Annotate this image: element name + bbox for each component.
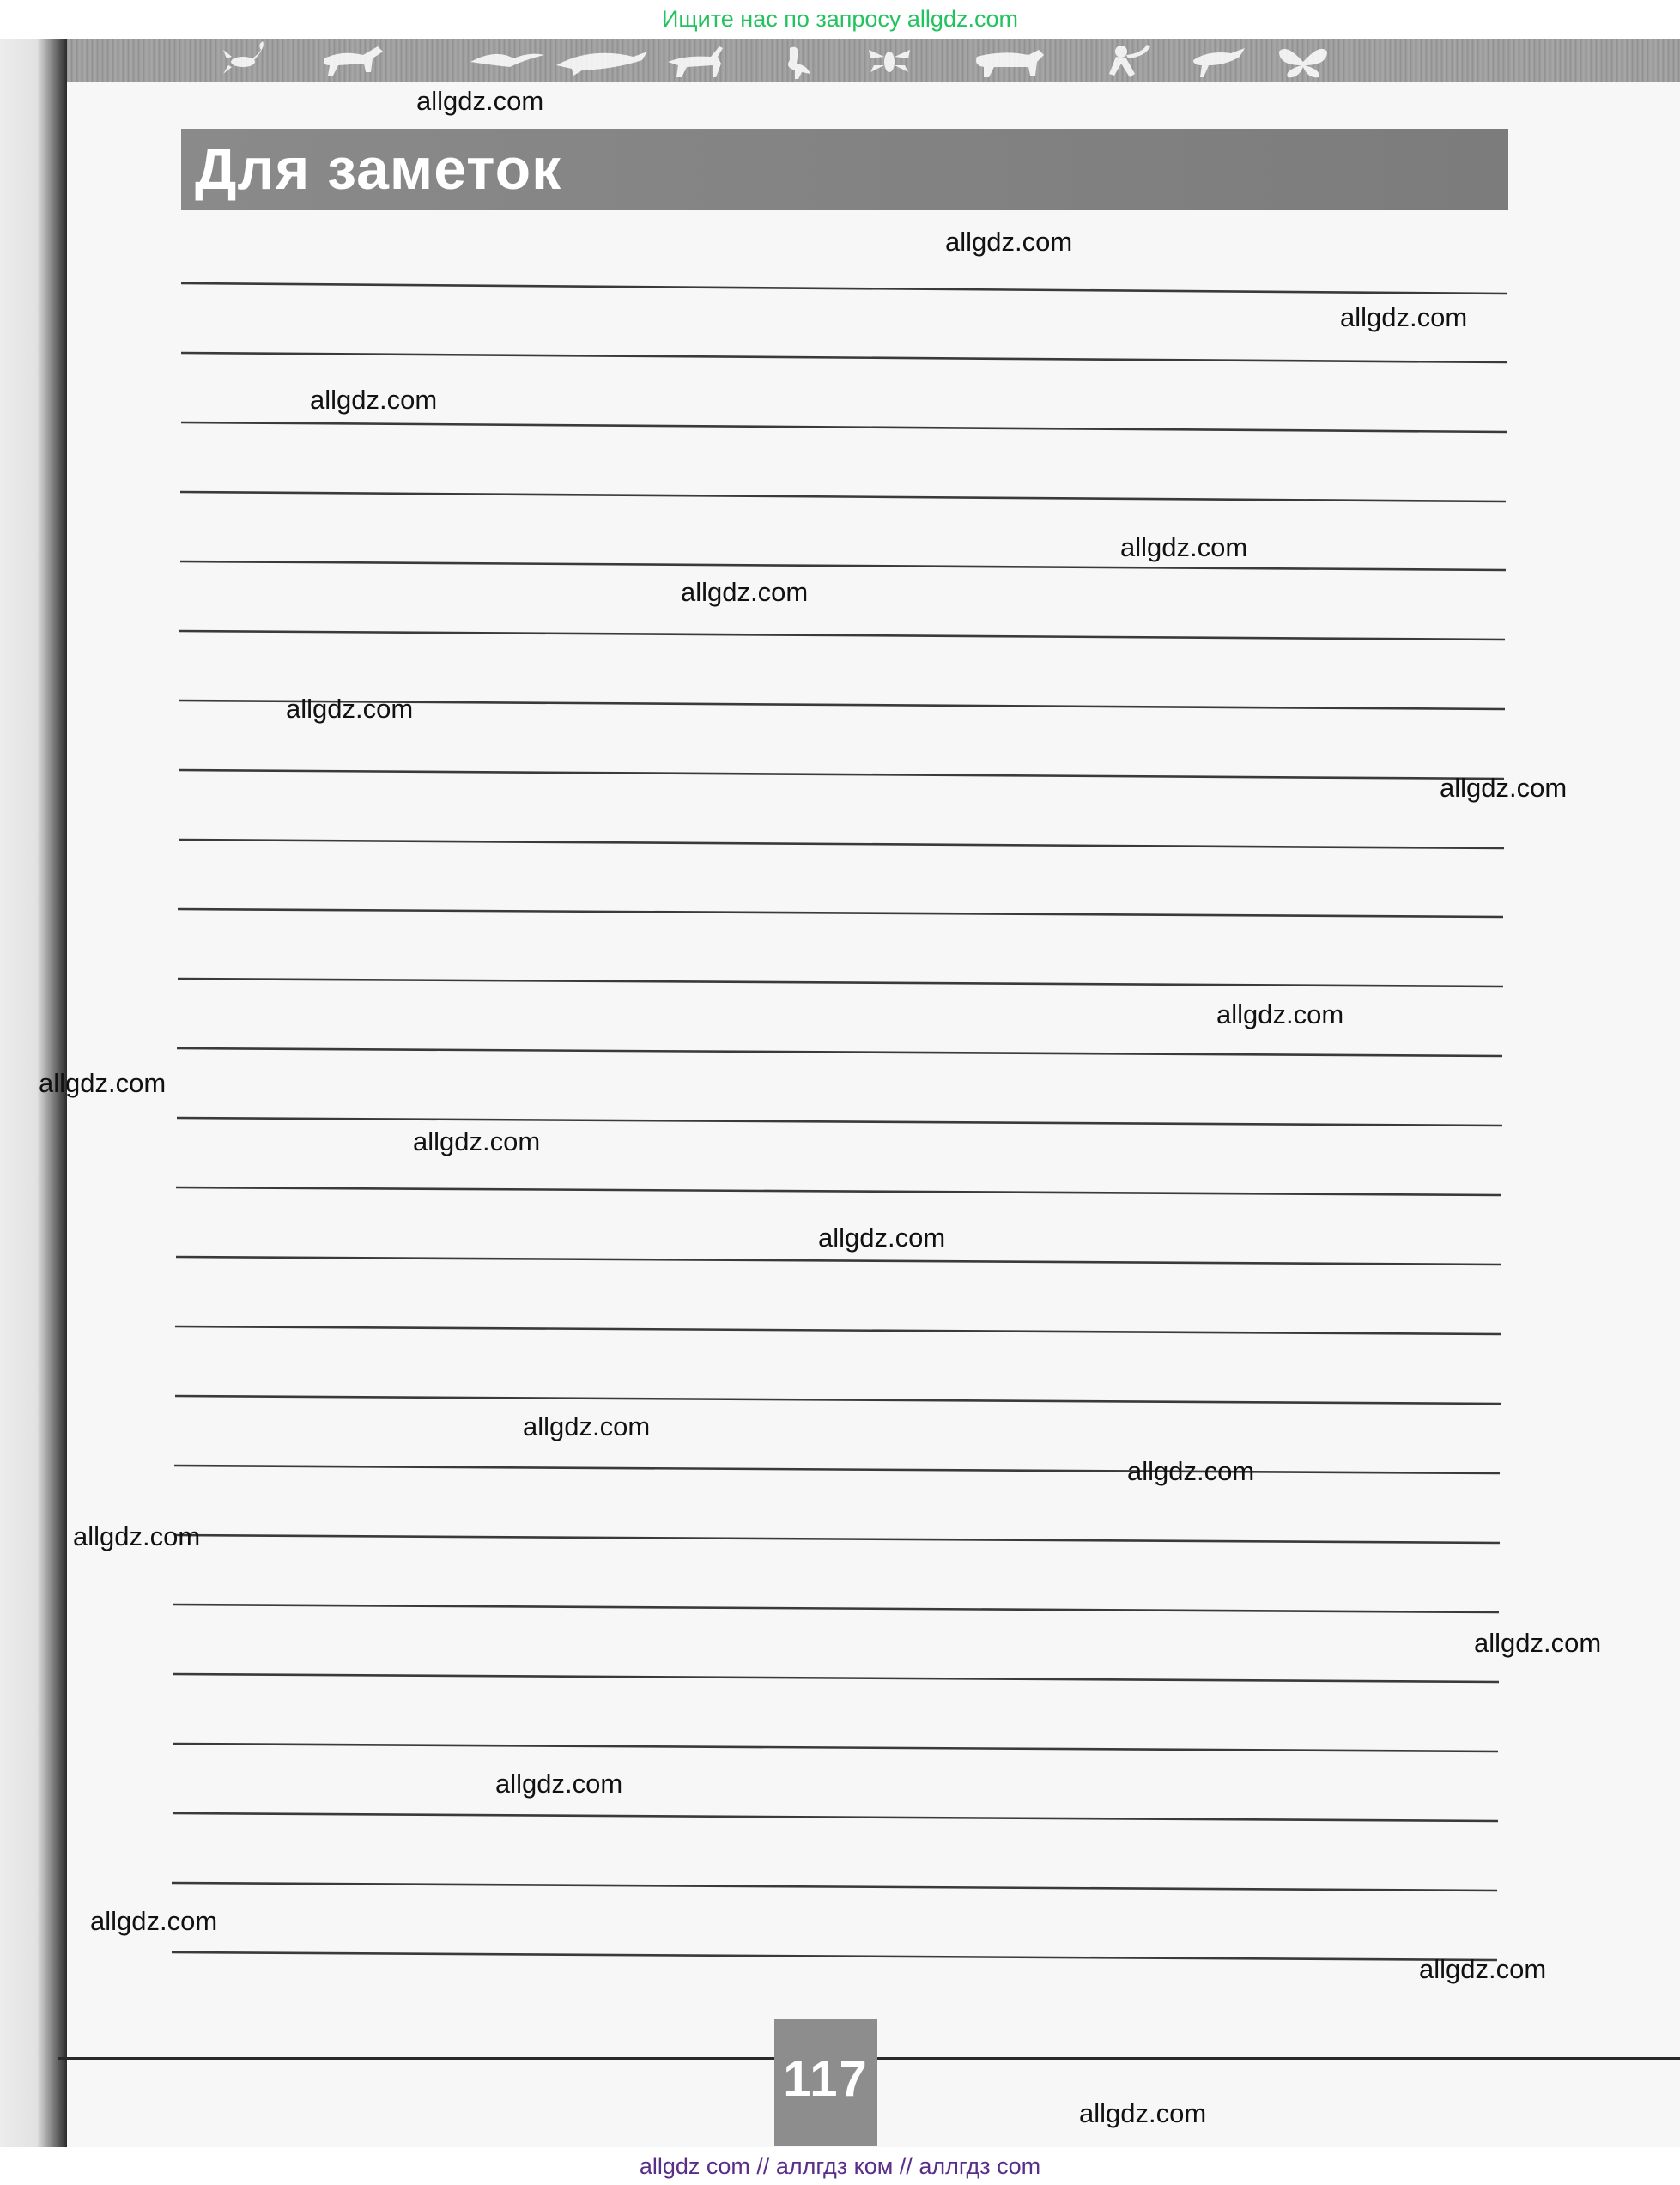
ruled-line	[179, 770, 1504, 779]
ruled-line	[176, 1257, 1501, 1265]
watermark: allgdz.com	[681, 577, 809, 607]
page-title: Для заметок	[195, 137, 562, 202]
watermark: allgdz.com	[310, 385, 438, 415]
ruled-line	[179, 631, 1505, 640]
ruled-line	[176, 1187, 1501, 1195]
top-search-banner[interactable]: Ищите нас по запросу allgdz.com	[662, 6, 1018, 32]
ruled-line	[180, 492, 1506, 501]
ruled-line	[173, 1813, 1498, 1821]
ruled-line	[178, 909, 1503, 917]
ruled-line	[177, 1118, 1502, 1126]
ruled-line	[175, 1396, 1501, 1404]
ruled-line	[179, 840, 1504, 848]
ruled-line	[181, 422, 1507, 432]
ruled-line	[172, 1952, 1497, 1960]
ruled-line	[174, 1466, 1500, 1473]
ruled-line	[177, 1048, 1502, 1056]
watermark: allgdz.com	[1216, 999, 1344, 1029]
bottom-links-banner[interactable]: allgdz com // аллгдз ком // аллгдз com	[0, 2147, 1680, 2185]
watermark: allgdz.com	[818, 1223, 946, 1253]
watermark: allgdz.com	[1474, 1628, 1602, 1658]
watermark: allgdz.com	[39, 1068, 167, 1098]
watermark: allgdz.com	[413, 1126, 541, 1156]
watermark: allgdz.com	[90, 1906, 218, 1936]
watermark: allgdz.com	[1440, 773, 1568, 803]
ruled-line	[174, 1535, 1500, 1543]
ruled-line	[173, 1674, 1499, 1682]
ruled-line	[172, 1883, 1497, 1891]
watermark: allgdz.com	[73, 1521, 201, 1551]
ruled-line	[180, 561, 1506, 570]
watermark: allgdz.com	[1419, 1954, 1547, 1984]
watermark: allgdz.com	[1079, 2098, 1207, 2128]
watermark: allgdz.com	[495, 1769, 623, 1799]
ruled-line	[173, 1605, 1499, 1612]
watermark: allgdz.com	[523, 1411, 651, 1441]
page-number-box	[774, 2019, 877, 2146]
watermark: allgdz.com	[945, 227, 1073, 257]
page-number: 117	[783, 2051, 869, 2107]
watermark: allgdz.com	[1120, 532, 1248, 562]
watermark: allgdz.com	[286, 694, 414, 724]
watermark: allgdz.com	[1127, 1456, 1255, 1486]
ruled-line	[181, 353, 1507, 362]
watermark: allgdz.com	[1340, 302, 1468, 332]
watermark: allgdz.com	[416, 86, 544, 116]
ruled-line	[181, 283, 1507, 294]
ruled-line	[175, 1326, 1501, 1334]
ruled-line	[178, 979, 1503, 986]
ruled-line	[173, 1744, 1498, 1751]
